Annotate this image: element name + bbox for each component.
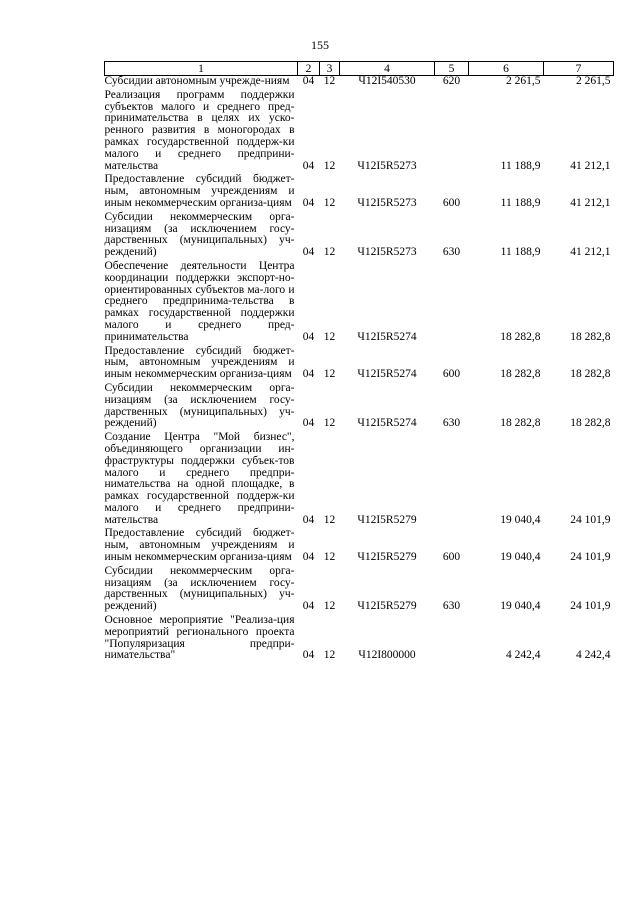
row-name: Предоставление субсидий бюджет-ным, автономным учреждениям и иным некоммерческим организа-циям <box>104 173 295 209</box>
row-podrazdel: 12 <box>323 417 336 430</box>
row-name: Субсидии некоммерческим орга-низациям (за исключением госу-дарственных (муниципальных) уч-реждений) <box>104 381 295 430</box>
row-sum-2: 4 242,4 <box>576 649 611 662</box>
row-name: Основное мероприятие "Реализа-ция мероприятий регионального проекта "Популяризация предпри-нимательства" <box>104 614 295 662</box>
row-podrazdel: 12 <box>323 513 336 526</box>
budget-table <box>104 61 614 664</box>
row-razdel: 04 <box>302 246 315 259</box>
row-vr <box>435 615 469 664</box>
row-vr <box>435 261 469 346</box>
row-sum-1: 11 188,9 <box>500 246 541 259</box>
row-sum-2: 18 282,8 <box>570 330 611 343</box>
row-razdel: 04 <box>302 75 315 87</box>
row-csr: Ч12I540530 <box>358 75 416 87</box>
row-sum-1: 2 261,5 <box>506 75 541 87</box>
row-razdel: 04 <box>302 551 315 564</box>
header-col-7: 7 <box>544 62 614 76</box>
row-razdel: 04 <box>302 368 315 381</box>
row-csr: Ч12I5R5279 <box>357 551 417 564</box>
row-sum-1: 18 282,8 <box>500 417 541 430</box>
row-name: Реализация программ поддержки субъектов малого и среднего пред-принимательства в целях их уско-ренного развития в моногородах в рамках государственной поддерж-ки малого и среднего предприни-мательства <box>104 88 295 172</box>
header-col-1: 1 <box>105 62 298 76</box>
row-podrazdel: 12 <box>323 196 336 209</box>
header-col-3: 3 <box>320 62 340 76</box>
row-csr: Ч12I5R5279 <box>357 513 417 526</box>
row-razdel: 04 <box>302 513 315 526</box>
header-col-6: 6 <box>469 62 544 76</box>
row-podrazdel: 12 <box>323 75 336 87</box>
row-sum-1: 11 188,9 <box>500 159 541 172</box>
row-vr: 630 <box>442 417 461 430</box>
table-row <box>105 528 614 565</box>
row-vr: 630 <box>442 246 461 259</box>
row-name: Субсидии автономным учрежде-ниям <box>104 75 290 87</box>
row-name: Обеспечение деятельности Центра координации поддержки экспорт-но-ориентированных субъектов ма-лого и среднего предпринима-тельства в рамках государственной поддержки малого и среднего пред-принимательства <box>104 259 295 343</box>
row-razdel: 04 <box>302 417 315 430</box>
row-sum-2: 24 101,9 <box>570 551 611 564</box>
row-podrazdel: 12 <box>323 600 336 613</box>
row-podrazdel: 12 <box>323 649 336 662</box>
row-vr: 600 <box>442 196 461 209</box>
table-row <box>105 174 614 211</box>
table-header-row <box>105 62 614 76</box>
row-sum-1: 4 242,4 <box>506 649 541 662</box>
table-row <box>105 432 614 528</box>
row-sum-2: 18 282,8 <box>570 368 611 381</box>
row-podrazdel: 12 <box>323 330 336 343</box>
row-podrazdel: 12 <box>323 159 336 172</box>
row-razdel: 04 <box>302 330 315 343</box>
row-sum-1: 19 040,4 <box>500 513 541 526</box>
row-razdel: 04 <box>302 196 315 209</box>
row-name: Субсидии некоммерческим орга-низациям (за исключением госу-дарственных (муниципальных) уч-реждений) <box>104 564 295 613</box>
row-name: Предоставление субсидий бюджет-ным, автономным учреждениям и иным некоммерческим организа-циям <box>104 527 295 564</box>
row-razdel: 04 <box>302 649 315 662</box>
row-name: Субсидии некоммерческим орга-низациям (за исключением госу-дарственных (муниципальных) уч-реждений) <box>104 210 295 259</box>
row-sum-2: 41 212,1 <box>570 159 611 172</box>
row-name: Предоставление субсидий бюджет-ным, автономным учреждениям и иным некоммерческим организа-циям <box>104 344 295 381</box>
row-sum-2: 24 101,9 <box>570 513 611 526</box>
row-csr: Ч12I5R5274 <box>357 368 417 381</box>
table-row <box>105 76 614 90</box>
table-row <box>105 261 614 346</box>
row-sum-1: 18 282,8 <box>500 368 541 381</box>
row-sum-2: 24 101,9 <box>570 600 611 613</box>
table-row <box>105 346 614 383</box>
table-row <box>105 90 614 175</box>
row-razdel: 04 <box>302 600 315 613</box>
row-sum-2: 41 212,1 <box>570 246 611 259</box>
row-csr: Ч12I5R5273 <box>357 159 417 172</box>
row-podrazdel: 12 <box>323 551 336 564</box>
row-name: Создание Центра "Мой бизнес", объединяющего организации ин-фраструктуры поддержки субъек-тов малого и среднего предпри-нимательства на одной площадке, в рамках государственной поддерж-ки малого и среднего предприни-мательства <box>104 431 295 526</box>
row-csr: Ч12I5R5274 <box>357 417 417 430</box>
row-sum-1: 19 040,4 <box>500 551 541 564</box>
row-vr: 630 <box>442 600 461 613</box>
row-sum-1: 18 282,8 <box>500 330 541 343</box>
row-vr <box>435 90 469 175</box>
row-sum-1: 11 188,9 <box>500 196 541 209</box>
row-sum-2: 18 282,8 <box>570 417 611 430</box>
table-row <box>105 615 614 664</box>
row-podrazdel: 12 <box>323 368 336 381</box>
page-number: 155 <box>311 38 329 52</box>
header-col-2: 2 <box>298 62 320 76</box>
row-vr: 620 <box>442 75 461 87</box>
table-row <box>105 212 614 261</box>
row-vr: 600 <box>442 368 461 381</box>
row-razdel: 04 <box>302 159 315 172</box>
header-col-5: 5 <box>435 62 469 76</box>
row-sum-1: 19 040,4 <box>500 600 541 613</box>
row-csr: Ч12I5R5273 <box>357 196 417 209</box>
row-csr: Ч12I800000 <box>358 649 416 662</box>
table-row <box>105 566 614 615</box>
table-row <box>105 383 614 432</box>
row-sum-2: 41 212,1 <box>570 196 611 209</box>
row-podrazdel: 12 <box>323 246 336 259</box>
row-csr: Ч12I5R5273 <box>357 246 417 259</box>
header-col-4: 4 <box>340 62 435 76</box>
row-vr: 600 <box>442 551 461 564</box>
row-vr <box>435 432 469 528</box>
row-csr: Ч12I5R5279 <box>357 600 417 613</box>
row-sum-2: 2 261,5 <box>576 75 611 87</box>
row-csr: Ч12I5R5274 <box>357 330 417 343</box>
